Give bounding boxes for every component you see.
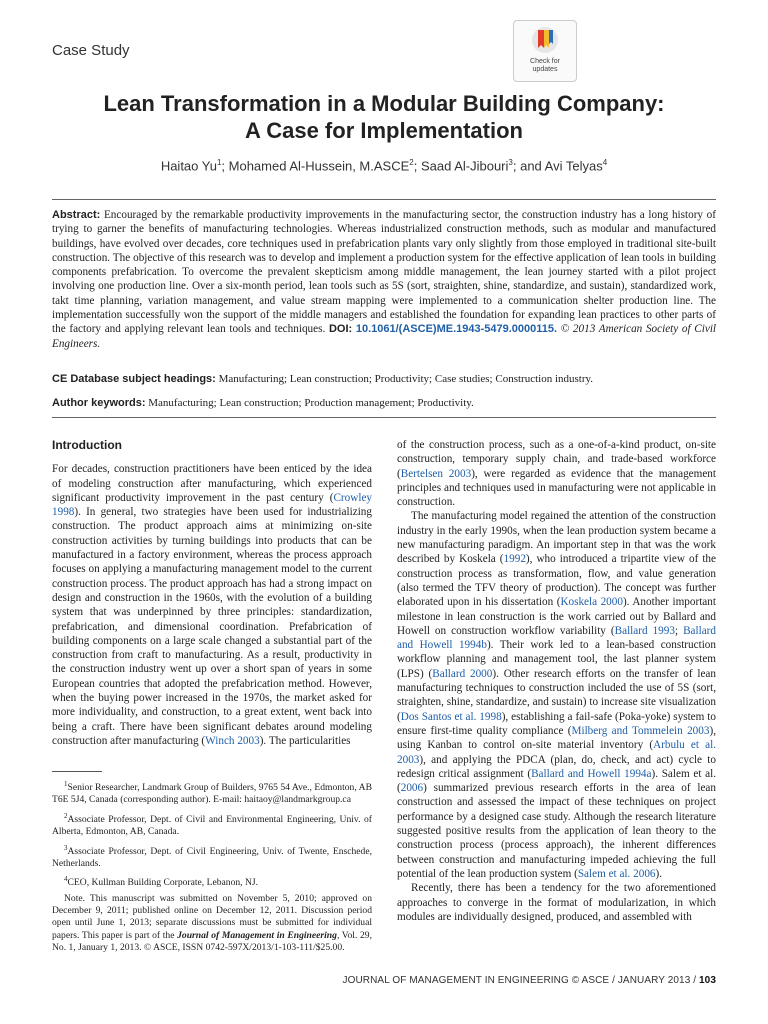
citation-link[interactable]: Milberg and Tommelein 2003 <box>571 724 710 737</box>
author-separator: ; <box>221 158 229 174</box>
paragraph-text: ). The particularities <box>259 734 351 747</box>
body-paragraph <box>397 438 716 509</box>
introduction-heading: Introduction <box>52 438 122 452</box>
abstract-label: Abstract: <box>52 209 101 221</box>
citation-link[interactable]: Winch 2003 <box>205 734 260 747</box>
footnote <box>52 873 372 889</box>
page-footer <box>342 975 716 986</box>
paragraph-text: ). <box>655 867 663 880</box>
author-separator: ; and <box>512 158 545 174</box>
paragraph-text: ), who introduced a tripartite view of the construction process as transformation, flow, and value generation (also termed the TFV theory of production). The concept was further elaborated upon in his dissertation ( <box>397 553 716 609</box>
citation-link[interactable]: 1992 <box>503 553 526 566</box>
article-title <box>40 90 728 144</box>
footnote-divider <box>52 771 102 772</box>
badge-line-1: Check for <box>530 58 560 65</box>
paragraph-text: ). In general, two strategies have been used for industrializing construction. The product approach aims at minimizing on-site construction activities by turning buildings into products that can be manufactured in a factory environment, whereas the process approach focuses on applying a manufacturing management model to the current construction process. The product approach has had a strong impact on design and construction in the 1960s, with the evolution of a building system that was underpinned by three principles: standardization, prefabrication, and dimensional coordination. Prefabrication of building components on a large scale changed a substantial part of the construction from craft to manufacturing. As a result, productivity in the construction industry went up over a short span of years in some European countries that adopted the prefabrication method. However, when the buying power increased in the 1970s, the market asked for more individuality, and construction, to a great extent, went back into being a craft. There have been significant debates around modeling construction after manufacturing ( <box>52 506 372 747</box>
paragraph-text: ; <box>674 624 684 637</box>
author-affiliation-marker: 2 <box>409 158 414 167</box>
note-text: Note. This manuscript was submitted on November 5, 2010; approved on December 9, 2011; published online on December 12, 2011. Discussion period open until June 1, 2013; separate discussions must be submitted for individual papers. This paper is part of the <box>52 892 372 941</box>
journal-name: Journal of Management in Engineering <box>177 929 337 941</box>
paragraph-text: ). Other research efforts on the transfer of lean manufacturing techniques to construction included the use of 5S (sort, straighten, shine, standardize, and sustain) to increase site visualization ( <box>397 667 716 723</box>
citation-link[interactable]: Dos Santos et al. 1998 <box>400 710 502 723</box>
citation-link[interactable]: Ballard 1993 <box>614 624 675 637</box>
author-name: Avi Telyas <box>544 158 603 174</box>
footnotes <box>52 778 372 957</box>
footer-journal-text: JOURNAL OF MANAGEMENT IN ENGINEERING © ASCE / JANUARY 2013 / <box>342 975 699 986</box>
author-list <box>40 158 728 173</box>
body-paragraph <box>397 509 716 881</box>
bookmark-icon <box>530 25 560 57</box>
paragraph-text: ). Their work led to a lean-based construction workflow planning and management tool, the last planner system (LPS) ( <box>397 639 716 680</box>
badge-line-2: updates <box>532 66 558 73</box>
article-type-label: Case Study <box>52 42 130 59</box>
citation-link[interactable]: Crowley 1998 <box>52 491 372 519</box>
paragraph-text: ), were regarded as evidence that the management principles and techniques used in manufacturing were not applicable in construction. <box>397 467 717 509</box>
footnote <box>52 810 372 839</box>
citation-link[interactable]: Ballard and Howell 1994b <box>397 624 716 652</box>
title-line-1: Lean Transformation in a Modular Building Company: <box>103 91 665 116</box>
citation-link[interactable]: Koskela 2000 <box>560 596 623 609</box>
author-keywords-text: Manufacturing; Lean construction; Production management; Productivity. <box>148 397 474 409</box>
author-keywords-label: Author keywords: <box>52 397 146 409</box>
abstract-bottom-divider <box>52 417 716 418</box>
paragraph-text: ), using Kanban to control on-site material inventory ( <box>397 724 716 752</box>
footnote-marker: 4 <box>64 875 68 884</box>
subject-headings <box>52 372 716 386</box>
page-number: 103 <box>699 975 716 986</box>
paragraph-text: ). Salem et al. ( <box>397 767 716 795</box>
footnote-text: Senior Researcher, Landmark Group of Builders, 9765 54 Ave., Edmonton, AB T6E 5J4, Canada (corresponding author). E-mail: haitaoy@landmarkgroup.ca <box>52 782 372 806</box>
title-line-2: A Case for Implementation <box>245 118 523 143</box>
paragraph-text: ). Another important milestone in lean construction is the work carried out by Ballard and Howell on construction workflow variability ( <box>397 596 716 637</box>
footnote <box>52 778 372 807</box>
introduction-paragraph <box>52 462 372 748</box>
subject-headings-text: Manufacturing; Lean construction; Productivity; Case studies; Construction industry. <box>218 373 594 385</box>
paragraph-text: The manufacturing model regained the attention of the construction industry in the early 1990s, when the lean production system became a new manufacturing paradigm. An important step in that was the work described by Koskela ( <box>397 510 716 566</box>
author-affiliation-marker: 3 <box>508 158 513 167</box>
citation-link[interactable]: Ballard and Howell 1994a <box>531 767 652 780</box>
author-separator: ; <box>413 158 421 174</box>
citation-link[interactable]: Ballard 2000 <box>432 667 493 680</box>
footnote-marker: 3 <box>64 843 68 852</box>
author-affiliation-marker: 1 <box>216 158 222 167</box>
footnote-text: Associate Professor, Dept. of Civil and Environmental Engineering, Univ. of Alberta, Edmonton, AB, Canada. <box>52 813 372 838</box>
footnote-marker: 2 <box>64 811 68 820</box>
paragraph-text: ), establishing a fail-safe (Poka-yoke) system to ensure first-time quality compliance ( <box>397 710 716 737</box>
abstract-top-divider <box>52 199 716 200</box>
author-keywords <box>52 396 716 410</box>
body-paragraph: Recently, there has been a tendency for the two aforementioned approaches to converge in the format of modularization, in which modules are individually designed, produced, and assembled with <box>397 882 716 923</box>
citation-link[interactable]: Arbulu et al. 2003 <box>397 739 716 766</box>
citation-link[interactable]: Salem et al. 2006 <box>577 867 656 880</box>
paragraph-text: ) summarized previous research efforts in the area of lean construction and assessed the impact of these techniques on project performance by a designed case study. Although the research literature suggested positive results from the application of lean theory to the construction process (process approach), the inherent differences between construction and manufacturing impeded achieving the full potential of the lean production system ( <box>397 782 716 880</box>
paragraph-text: ), and applying the PDCA (plan, do, check, and act) cycle to redesign critical assignment ( <box>397 753 716 780</box>
body-column-left <box>52 438 372 748</box>
author-name: Mohamed Al-Hussein, M.ASCE <box>228 158 410 174</box>
footnote-marker: 1 <box>64 780 68 788</box>
author-name: Saad Al-Jibouri <box>420 158 509 174</box>
author-name: Haitao Yu <box>160 158 217 174</box>
paragraph-text: of the construction process, such as a one-of-a-kind product, on-site construction, temporary supply chain, and trade-based workforce ( <box>397 439 716 480</box>
footnote <box>52 842 372 871</box>
abstract <box>52 208 716 351</box>
note-text: , Vol. 29, No. 1, January 1, 2013. © ASCE, ISSN 0742-597X/2013/1-103-111/$25.00. <box>52 929 372 954</box>
footnote-text: CEO, Kullman Building Corporate, Lebanon, NJ. <box>67 877 259 889</box>
citation-link[interactable]: 2006 <box>400 782 424 795</box>
author-affiliation-marker: 4 <box>602 158 608 167</box>
paragraph-text: For decades, construction practitioners have been enticed by the idea of modeling construction after manufacturing, which experienced significant productivity improvement in the past century ( <box>52 463 372 504</box>
footnote-text: Associate Professor, Dept. of Civil Engineering, Univ. of Twente, Enschede, Netherlands. <box>52 845 372 870</box>
subject-headings-label: CE Database subject headings: <box>52 373 216 385</box>
abstract-text: Encouraged by the remarkable productivity improvements in the manufacturing sector, the construction industry has a long history of trying to garner the benefits of manufacturing technologies. Whereas industrialized construction methods, such as modular and manufactured buildings, have evolved over decades, core techniques used in prefabrication plants vary only slightly from those employed in traditional site-built construction. The objective of this research was to develop and implement a production system for the effective application of lean tools in building components prefabrication. To overcome the prevalent skepticism among middle management, the lean journey started with a pilot project involving one production line. Over a six-month period, lean tools such as 5S (sort, straighten, shine, standardize, and sustain), standardized work, takt time planning, variation management, and value stream mapping were implemented to a communication shelter production line. The implementation successfully won the support of the middle managers and established the foundation for expanding lean practices to other parts of the factory and applying relevant lean tools and techniques. <box>52 209 716 336</box>
manuscript-note <box>52 893 372 954</box>
citation-link[interactable]: Bertelsen 2003 <box>400 467 472 480</box>
doi-label: DOI: <box>328 323 353 336</box>
check-for-updates-badge[interactable] <box>513 20 577 82</box>
copyright-notice: © 2013 American Society of Civil Engineers. <box>52 323 717 350</box>
body-column-right <box>397 438 716 924</box>
doi-link[interactable]: 10.1061/(ASCE)ME.1943-5479.0000115. <box>355 323 558 336</box>
